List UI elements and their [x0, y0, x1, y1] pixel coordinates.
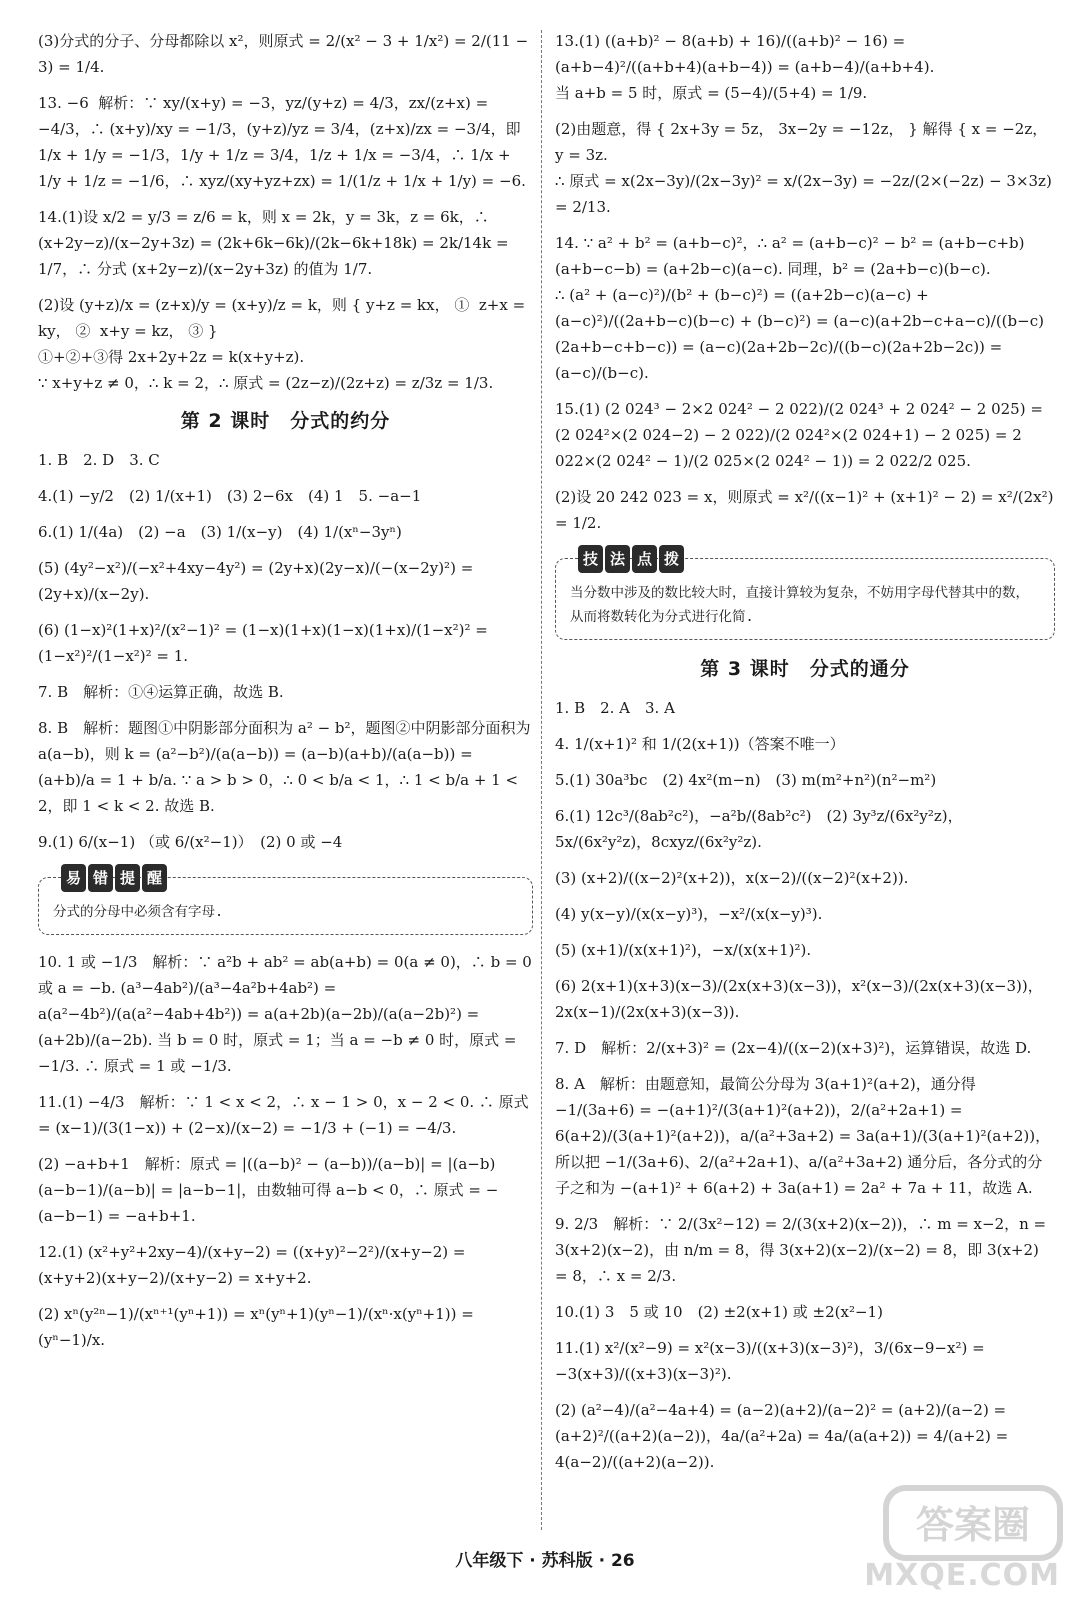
- answer-item: (2)由题意，得 { 2x+3y = 5z， 3x−2y = −12z， } 解得 { x = −2z， y = 3z. ∴ 原式 = x(2x−3y)/(2x−3y)² = x/(2x−3y) = −2z/(2×(−2z) − 3×3z) = 2/13.: [555, 120, 1052, 216]
- answer-item: 6.(1) 1/(4a) (2) −a (3) 1/(x−y) (4) 1/(xⁿ−3yⁿ): [38, 523, 402, 541]
- answer-item: (2)设 (y+z)/x = (z+x)/y = (x+y)/z = k，则 { y+z = kx， ① z+x = ky， ② x+y = kz， ③ } ①+②+③得 2x+2y+2z = k(x+y+z). ∵ x+y+z ≠ 0，∴ k = 2，∴ 原式 = (2z−z)/(2z+z) = z/3z = 1/3.: [38, 296, 526, 392]
- answer-item: (2) xⁿ(y²ⁿ−1)/(xⁿ⁺¹(yⁿ+1)) = xⁿ(yⁿ+1)(yⁿ−1)/(xⁿ·x(yⁿ+1)) = (yⁿ−1)/x.: [38, 1305, 479, 1349]
- answer-item: 11.(1) x²/(x²−9) = x²(x−3)/((x+3)(x−3)²)，3/(6x−9−x²) = −3(x+3)/((x+3)(x−3)²).: [555, 1339, 990, 1383]
- lesson2-heading: 第 2 课时 分式的约分: [180, 410, 391, 432]
- right-column: [555, 28, 1059, 1485]
- answer-item: 14.(1)设 x/2 = y/3 = z/6 = k，则 x = 2k，y = 3k，z = 6k，∴ (x+2y−z)/(x−2y+3z) = (2k+6k−6k)/(2k−6k+18k) = 2k/14k = 1/7，∴ 分式 (x+2y−z)/(x−2y+3z) 的值为 1/7.: [38, 208, 514, 278]
- error-reminder-box: [38, 869, 533, 935]
- watermark-url: MXQE.COM: [864, 1558, 1060, 1593]
- left-column: [38, 28, 537, 1363]
- answer-item: 7. D 解析：2/(x+3)² = (2x−4)/((x−2)(x+3)²)，运算错误，故选 D.: [555, 1039, 1032, 1057]
- error-reminder-title: 易 错 提 醒: [61, 864, 167, 892]
- watermark-logo-text: 答案圈: [915, 1503, 1031, 1547]
- answer-item: 12.(1) (x²+y²+2xy−4)/(x+y−2) = ((x+y)²−2²)/(x+y−2) = (x+y+2)(x+y−2)/(x+y−2) = x+y+2.: [38, 1243, 471, 1287]
- answer-item: (6) 2(x+1)(x+3)(x−3)/(2x(x+3)(x−3))，x²(x−3)/(2x(x+3)(x−3))，2x(x−1)/(2x(x+3)(x−3)).: [555, 977, 1043, 1021]
- answer-item: 15.(1) (2 024³ − 2×2 024² − 2 022)/(2 024³ + 2 024² − 2 025) = (2 024²×(2 024−2) − 2 022)/(2 024²×(2 024+1) − 2 025) = 2 022×(2 024² − 1)/(2 025×(2 024² − 1)) = 2 022/2 025.: [555, 400, 1048, 470]
- answer-item: (5) (x+1)/(x(x+1)²)，−x/(x(x+1)²).: [555, 941, 812, 959]
- answer-item: 11.(1) −4/3 解析：∵ 1 < x < 2，∴ x − 1 > 0，x − 2 < 0. ∴ 原式 = (x−1)/(3(1−x)) + (2−x)/(x−2) = −1/3 + (−1) = −4/3.: [38, 1093, 534, 1137]
- answer-item: 9.(1) 6/(x−1) （或 6/(x²−1)） (2) 0 或 −4: [38, 833, 343, 851]
- answer-item: 13. −6 解析：∵ xy/(x+y) = −3，yz/(y+z) = 4/3，zx/(z+x) = −4/3，∴ (x+y)/xy = −1/3，(y+z)/yz = 3/4，(z+x)/zx = −3/4，即 1/x + 1/y = −1/3，1/y + 1/z = 3/4，1/z + 1/x = −3/4，∴ 1/x + 1/y + 1/z = −1/6，∴ xyz/(xy+yz+zx) = 1/(1/z + 1/x + 1/y) = −6.: [38, 94, 526, 190]
- answer-item: 1. B 2. D 3. C: [38, 451, 160, 469]
- answer-item: 7. B 解析：①④运算正确，故选 B.: [38, 683, 284, 701]
- method-tip-box: [555, 550, 1055, 640]
- answer-item: 10. 1 或 −1/3 解析：∵ a²b + ab² = ab(a+b) = 0(a ≠ 0)，∴ b = 0 或 a = −b. (a³−4ab²)/(a³−4a²b+4ab²) = a(a²−4b²)/(a(a²−4ab+4b²)) = a(a+2b)(a−2b)/(a(a−2b)²) = (a+2b)/(a−2b). 当 b = 0 时，原式 = 1；当 a = −b ≠ 0 时，原式 = −1/3. ∴ 原式 = 1 或 −1/3.: [38, 953, 537, 1075]
- method-tip-title: 技 法 点 拨: [578, 545, 684, 573]
- answer-item: 10.(1) 3 5 或 10 (2) ±2(x+1) 或 ±2(x²−1): [555, 1303, 883, 1321]
- answer-item: 4. 1/(x+1)² 和 1/(2(x+1))（答案不唯一）: [555, 735, 845, 753]
- lesson3-heading: 第 3 课时 分式的通分: [700, 658, 910, 680]
- answer-item: 5.(1) 30a³bc (2) 4x²(m−n) (3) m(m²+n²)(n²−m²): [555, 771, 937, 789]
- answer-item: 1. B 2. A 3. A: [555, 699, 675, 717]
- answer-item: 6.(1) 12c³/(8ab²c²)，−a²b/(8ab²c²) (2) 3y³z/(6x²y²z)，5x/(6x²y²z)，8cxyz/(6x²y²z).: [555, 807, 963, 851]
- method-tip-text: 当分数中涉及的数比较大时，直接计算较为复杂，不妨用字母代替其中的数，从而将数转化为分式进行化简.: [570, 585, 1029, 625]
- answer-item: (2) −a+b+1 解析：原式 = |((a−b)² − (a−b))/(a−b)| = |(a−b)(a−b−1)/(a−b)| = |a−b−1|，由数轴可得 a−b < 0，∴ 原式 = −(a−b−1) = −a+b+1.: [38, 1155, 499, 1225]
- answer-item: 14. ∵ a² + b² = (a+b−c)²，∴ a² = (a+b−c)² − b² = (a+b−c+b)(a+b−c−b) = (a+2b−c)(a−c). 同理，b² = (2a+b−c)(b−c). ∴ (a² + (a−c)²)/(b² + (b−c)²) = ((a+2b−c)(a−c) + (a−c)²)/((2a+b−c)(b−c) + (b−c)²) = (a−c)(a+2b−c+a−c)/((b−c)(2a+b−c+b−c)) = (a−c)(2a+2b−2c)/((b−c)(2a+2b−2c)) = (a−c)/(b−c).: [555, 234, 1044, 382]
- answer-item: (3)分式的分子、分母都除以 x²，则原式 = 2/(x² − 3 + 1/x²) = 2/(11 − 3) = 1/4.: [38, 32, 533, 76]
- answer-item: (6) (1−x)²(1+x)²/(x²−1)² = (1−x)(1+x)(1−x)(1+x)/(1−x²)² = (1−x²)²/(1−x²)² = 1.: [38, 621, 493, 665]
- answer-item: 13.(1) ((a+b)² − 8(a+b) + 16)/((a+b)² − 16) = (a+b−4)²/((a+b+4)(a+b−4)) = (a+b−4)/(a+b+4). 当 a+b = 5 时，原式 = (5−4)/(5+4) = 1/9.: [555, 32, 935, 102]
- page-footer: 八年级下 · 苏科版 · 26: [455, 1551, 635, 1571]
- answer-item: 4.(1) −y/2 (2) 1/(x+1) (3) 2−6x (4) 1 5. −a−1: [38, 487, 422, 505]
- answer-item: (3) (x+2)/((x−2)²(x+2))，x(x−2)/((x−2)²(x+2)).: [555, 869, 909, 887]
- answer-item: (2)设 20 242 023 = x，则原式 = x²/((x−1)² + (x+1)² − 2) = x²/(2x²) = 1/2.: [555, 488, 1059, 532]
- answer-item: 9. 2/3 解析：∵ 2/(3x²−12) = 2/(3(x+2)(x−2))，∴ m = x−2，n = 3(x+2)(x−2)，由 n/m = 8，得 3(x+2)(x−2)/(x−2) = 8，即 3(x+2) = 8，∴ x = 2/3.: [555, 1215, 1051, 1285]
- answer-item: 8. A 解析：由题意知，最简公分母为 3(a+1)²(a+2)，通分得 −1/(3a+6) = −(a+1)²/(3(a+1)²(a+2))，2/(a²+2a+1) = 6(a+2)/(3(a+1)²(a+2))，a/(a²+3a+2) = 3a(a+1)/(3(a+1)²(a+2))，所以把 −1/(3a+6)、2/(a²+2a+1)、a/(a²+3a+2) 通分后，各分式的分子之和为 −(a+1)² + 6(a+2) + 3a(a+1) = 2a² + 7a + 11，故选 A.: [555, 1075, 1051, 1197]
- answer-item: (4) y(x−y)/(x(x−y)³)，−x²/(x(x−y)³).: [555, 905, 823, 923]
- answer-item: (5) (4y²−x²)/(−x²+4xy−4y²) = (2y+x)(2y−x)/(−(x−2y)²) = (2y+x)/(x−2y).: [38, 559, 479, 603]
- column-divider: [541, 30, 542, 1530]
- answer-item: (2) (a²−4)/(a²−4a+4) = (a−2)(a+2)/(a−2)² = (a+2)/(a−2) = (a+2)²/((a+2)(a−2))，4a/(a²+2a) = 4a/(a(a+2)) = 4/(a+2) = 4(a−2)/((a+2)(a−2)).: [555, 1401, 1013, 1471]
- answer-item: 8. B 解析：题图①中阴影部分面积为 a² − b²，题图②中阴影部分面积为 a(a−b)，则 k = (a²−b²)/(a(a−b)) = (a−b)(a+b)/(a(a−b)) = (a+b)/a = 1 + b/a. ∵ a > b > 0，∴ 0 < b/a < 1，∴ 1 < b/a + 1 < 2，即 1 < k < 2. 故选 B.: [38, 719, 536, 815]
- error-reminder-text: 分式的分母中必须含有字母.: [53, 904, 224, 920]
